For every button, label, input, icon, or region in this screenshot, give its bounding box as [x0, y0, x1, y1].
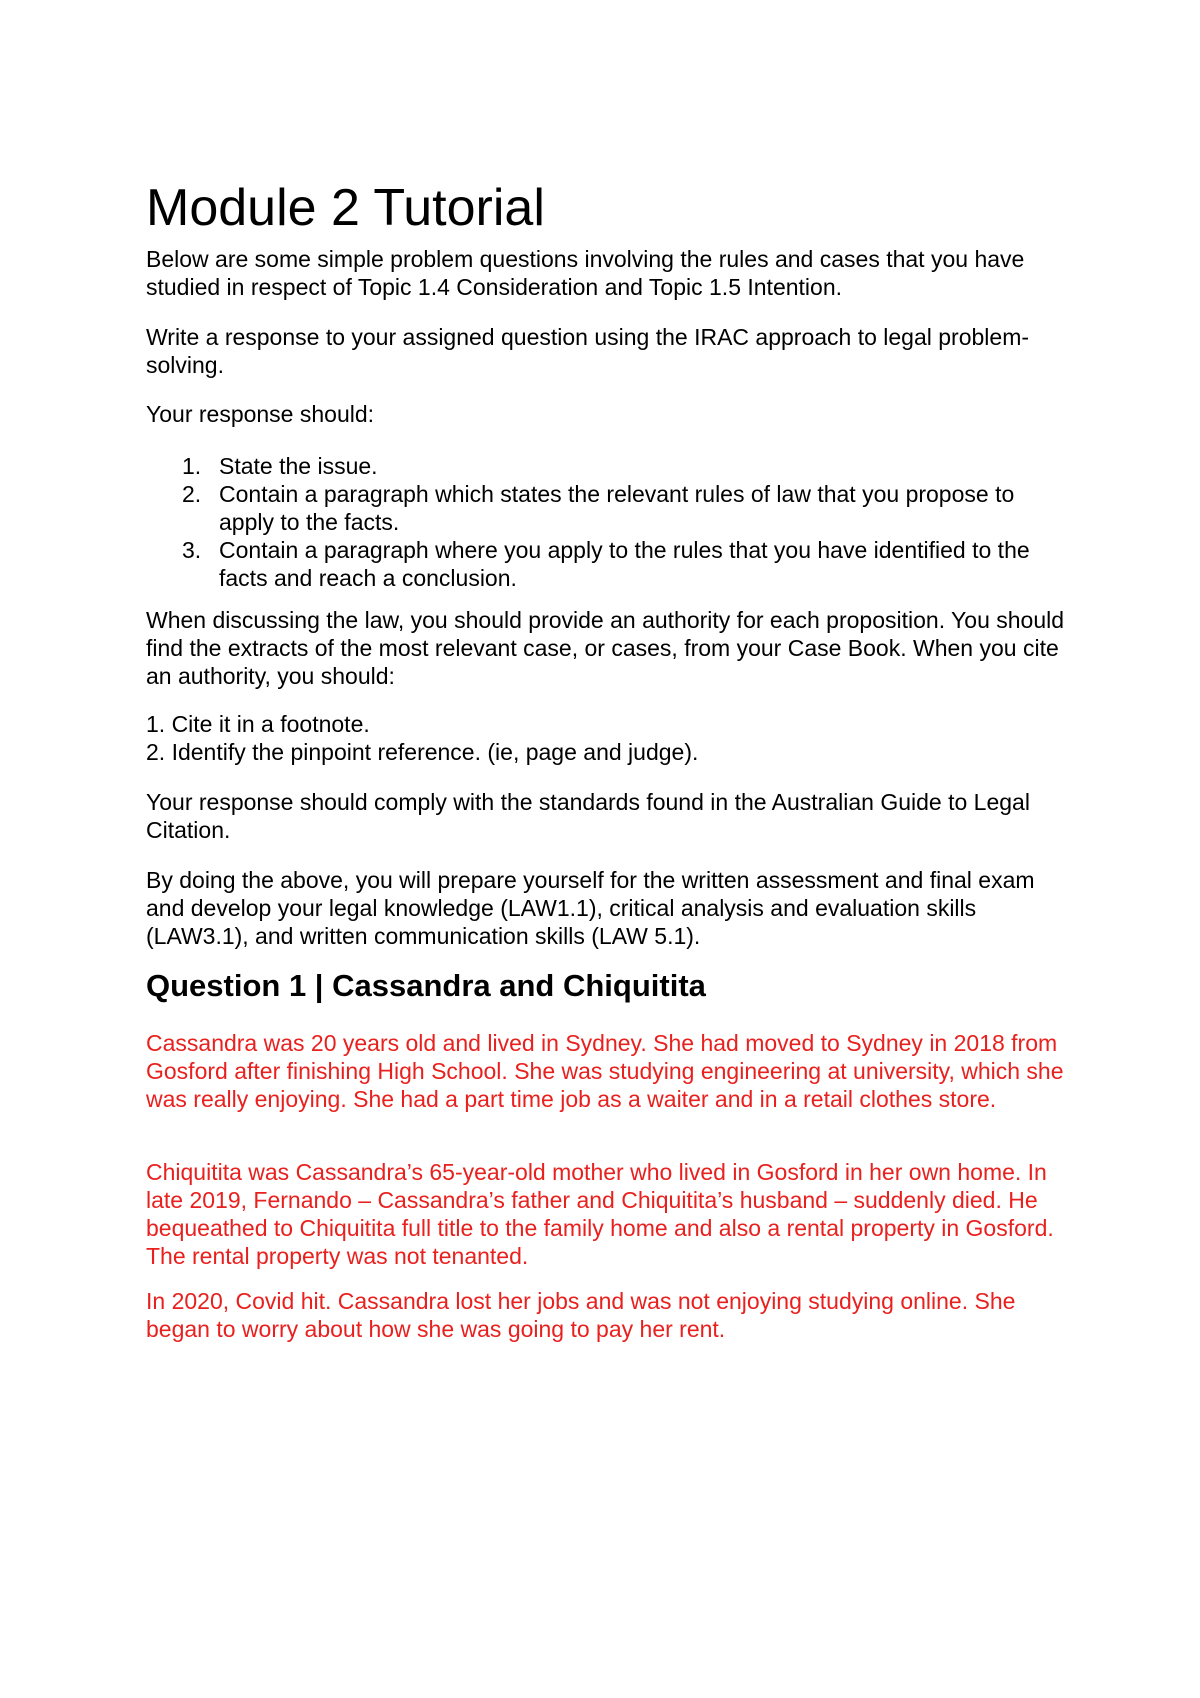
law-paragraph-3: By doing the above, you will prepare yourself for the written assessment and final exam and develop your legal knowledge (LAW1.1), critical analysis and evaluation skills (LAW3.1), and written communication skills (LAW 5.1).	[146, 867, 1035, 949]
intro-paragraph-2: Write a response to your assigned question using the IRAC approach to legal problem-solving.	[146, 324, 1030, 378]
list-item-number: 2.	[182, 481, 202, 507]
list-item-number: 1.	[182, 453, 202, 479]
citation-step-2: 2. Identify the pinpoint reference. (ie, page and judge).	[146, 739, 699, 765]
list-item-text: Contain a paragraph which states the relevant rules of law that you propose to apply to the facts.	[219, 481, 1015, 535]
law-paragraph-1: When discussing the law, you should provide an authority for each proposition. You should find the extracts of the most relevant case, or cases, from your Case Book. When you cite an authority, you should:	[146, 607, 1065, 689]
list-item-text: Contain a paragraph where you apply to the rules that you have identified to the facts and reach a conclusion.	[219, 537, 1030, 591]
list-item	[146, 452, 1071, 480]
list-item	[146, 480, 1071, 536]
question-heading: Question 1 | Cassandra and Chiquitita	[146, 968, 706, 1003]
law-paragraph-2: Your response should comply with the standards found in the Australian Guide to Legal Citation.	[146, 789, 1030, 843]
question-paragraph-3: In 2020, Covid hit. Cassandra lost her jobs and was not enjoying studying online. She began to worry about how she was going to pay her rent.	[146, 1288, 1016, 1342]
list-item-text: State the issue.	[219, 453, 378, 479]
list-item-number: 3.	[182, 537, 202, 563]
citation-step-1: 1. Cite it in a footnote.	[146, 711, 370, 737]
citation-steps	[146, 710, 698, 766]
list-item	[146, 536, 1071, 592]
question-paragraph-1: Cassandra was 20 years old and lived in Sydney. She had moved to Sydney in 2018 from Gosford after finishing High School. She was studying engineering at university, which she was really enjoying. She had a part time job as a waiter and in a retail clothes store.	[146, 1030, 1064, 1112]
intro-paragraph-3: Your response should:	[146, 401, 375, 427]
intro-paragraph-1: Below are some simple problem questions involving the rules and cases that you have studied in respect of Topic 1.4 Consideration and Topic 1.5 Intention.	[146, 246, 1025, 300]
question-paragraph-2: Chiquitita was Cassandra’s 65-year-old mother who lived in Gosford in her own home. In late 2019, Fernando – Cassandra’s father and Chiquitita’s husband – suddenly died. He bequeathed to Chiquitita full title to the family home and also a rental property in Gosford. The rental property was not tenanted.	[146, 1159, 1054, 1269]
requirements-list	[146, 452, 1071, 592]
page-title: Module 2 Tutorial	[146, 179, 545, 237]
